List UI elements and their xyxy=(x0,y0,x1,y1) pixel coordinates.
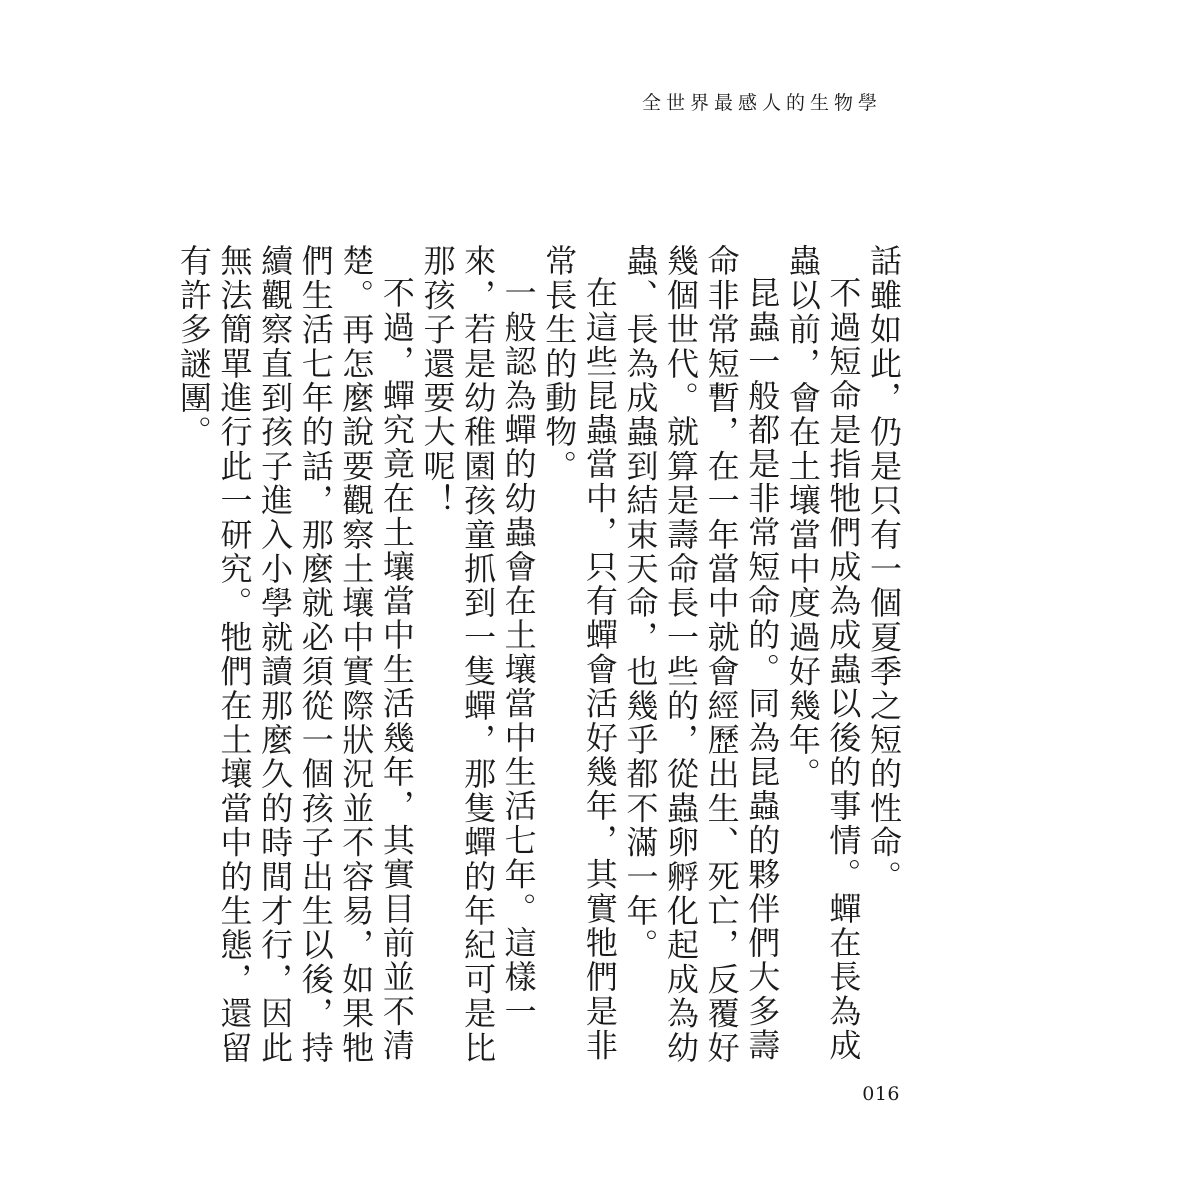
paragraph-1: 話雖如此，仍是只有一個夏季之短的性命。 xyxy=(865,244,903,894)
paragraph-3: 昆蟲一般都是非常短命的。同為昆蟲的夥伴們大多壽命非常短暫，在一年當中就會經歷出生、死亡，反覆好幾個世代。就算是壽命長一些的，從蟲卵孵化起成為幼蟲、長為成蟲到結束天命，也幾乎都不滿一年。 xyxy=(621,244,782,1065)
paragraph-2: 不過短命是指牠們成為成蟲以後的事情。蟬在長為成蟲以前，會在土壤當中度過好幾年。 xyxy=(783,244,863,1063)
paragraph-5: 一般認為蟬的幼蟲會在土壤當中生活七年。這樣一來，若是幼稚園孩童抓到一隻蟬，那隻蟬的年紀可是比那孩子還要大呢！ xyxy=(418,244,538,1065)
paragraph-4: 在這些昆蟲當中，只有蟬會活好幾年，其實牠們是非常長生的動物。 xyxy=(540,244,619,1063)
page-number: 016 xyxy=(862,1083,900,1105)
paragraph-6: 不過，蟬究竟在土壤當中生活幾年，其實目前並不清楚。再怎麼說要觀察土壤中實際狀況並不容易，如果牠們生活七年的話，那麼就必須從一個孩子出生以後，持續觀察直到孩子進入小學就讀那麼久的時間才行，因此無法簡單進行此一研究。牠們在土壤當中的生態，還留有許多謎團。 xyxy=(174,244,416,1065)
running-head: 全世界最感人的生物學 xyxy=(641,92,882,114)
body-text xyxy=(174,244,904,1084)
